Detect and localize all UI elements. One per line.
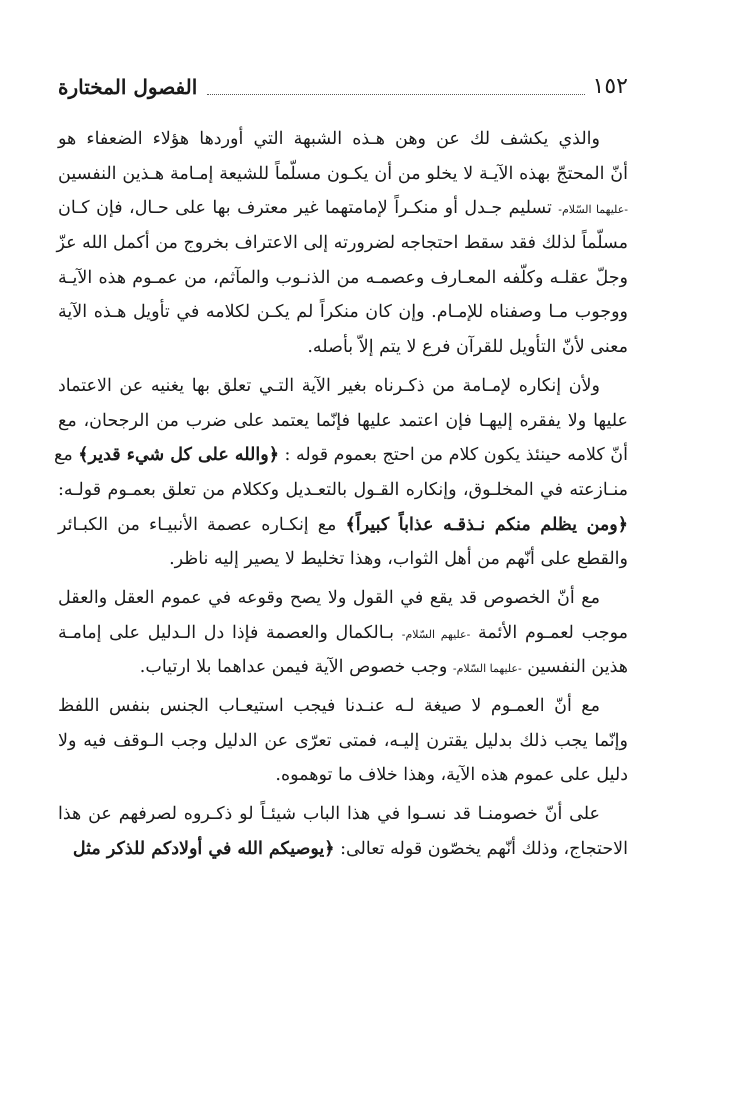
line-text: والقطع على أنّهم من أهل الثواب، وهذا تخليط لا يصير إليه ناظر. [169,549,628,570]
page-number: ١٥٢ [592,74,628,99]
text-line [58,832,628,867]
quran-quote: ﴿ومن يظلم منكم نـذقـه عذاباً كبيراً﴾ [345,514,628,535]
honorific-note: -عليهما السّلام- [558,203,628,217]
line-text: بـالكمال والعصمة فإذا دل الـدليل على إمامـة [58,622,402,643]
line-text: منـازعته في المخلـوق، وإنكاره القـول بالتعـديل وككلام من تعلق بعمـوم قولـه: [58,479,628,500]
text-line [58,508,628,543]
paragraph [58,689,628,793]
line-text: عليها ولا يفقره إليهـا فإن اعتمد عليها فإنّما يعتمد على ضرب من الرجحان، مع [58,410,628,431]
line-text: وجب خصوص الآية فيمن عداهما بلا ارتياب. [139,657,453,678]
text-line [58,261,628,296]
honorific-note: -عليهم السّلام- [401,627,471,641]
line-text: الاحتجاج، وذلك أنّهم يخصّون قوله تعالى: [334,838,628,859]
honorific-note: -عليهما السّلام- [452,662,522,676]
paragraph [58,797,628,866]
line-text: مع أنّ العمـوم لا صيغة لـه عنـدنا فيجب استيعـاب الجنس بنفس اللفظ [58,696,600,716]
line-text: ولأن إنكاره لإمـامة من ذكـرناه بغير الآية التـي تعلق بها يغنيه عن الاعتماد [58,375,600,396]
text-line [58,581,628,616]
line-text: مسلّماً لذلك فقد سقط احتجاجه لضرورته إلى الاعتراف بخروج من أكمل الله عزّ [56,233,628,254]
text-line [58,724,628,759]
text-line [58,330,628,365]
text-line [58,650,628,685]
text-line [58,295,628,330]
line-text: مع أنّ الخصوص قد يقع في القول ولا يصح وقوعه في عموم العقل والعقل [58,587,600,608]
line-text: على أنّ خصومنـا قد نسـوا في هذا الباب شيئـاً لو ذكـروه لصرفهم عن هذا [58,804,600,825]
line-text: هذين النفسين [521,657,628,678]
text-line [58,404,628,439]
text-line [58,122,628,157]
text-line [58,689,628,724]
paragraph [54,369,628,577]
running-title: الفصول المختارة [58,75,198,99]
line-text: تسليم جـدل أو منكـراً لإمامتهما غير معترف بها على حـال، فإن كـان [58,198,559,219]
text-line [58,226,628,261]
quran-quote: ﴿يوصيكم الله في أولادكم للذكر مثل [72,838,335,859]
line-text: وإنّما يجب ذلك بدليل يقترن إليـه، فمتى تعرّى عن الدليل وجب الـوقف فيه ولا [58,730,628,751]
line-text: وجلّ عقلـه وكلّفه المعـارف وعصمـه من الذنـوب والمآثم، من عمـوم هذه الآيـة [58,267,628,288]
line-text: أنّ كلامه حينئذ يكون كلام من احتج بعموم قوله : [278,445,628,466]
page-body [54,122,628,870]
line-text: والذي يكشف لك عن وهن هـذه الشبهة التي أوردها هؤلاء الضعفاء هو [58,129,600,149]
text-line [58,191,628,226]
header-dot-leader [207,93,584,95]
quran-quote: ﴿والله على كل شيء قدير﴾ [78,445,279,466]
text-line [58,369,628,404]
line-text: ووجوب مـا وصفناه للإمـام. وإن كان منكراً لم يكـن لكلامه في تأويل هـذه الآية [58,302,628,323]
line-text: دليل على عموم هذه الآية، وهذا خلاف ما توهموه. [275,765,628,786]
line-text: معنى لأنّ التأويل للقرآن فرع لا يتم إلاّ بأصله. [307,337,628,358]
text-line [54,438,628,473]
page-header [58,68,628,102]
text-line [58,473,628,508]
paragraph [58,122,628,365]
line-text: مع إنكـاره عصمة الأنبيـاء من الكبـائر [58,514,346,535]
text-line [58,616,628,651]
text-line [58,542,628,577]
line-text: مع [54,445,79,466]
text-line [58,157,628,192]
text-line [58,758,628,793]
line-text: أنّ المحتجّ بهذه الآيـة لا يخلو من أن يكـون مسلّماً للشيعة إمـامة هـذين النفسين [58,163,628,184]
paragraph [58,581,628,685]
text-line [58,797,628,832]
line-text: موجب لعمـوم الأئمة [470,622,628,643]
